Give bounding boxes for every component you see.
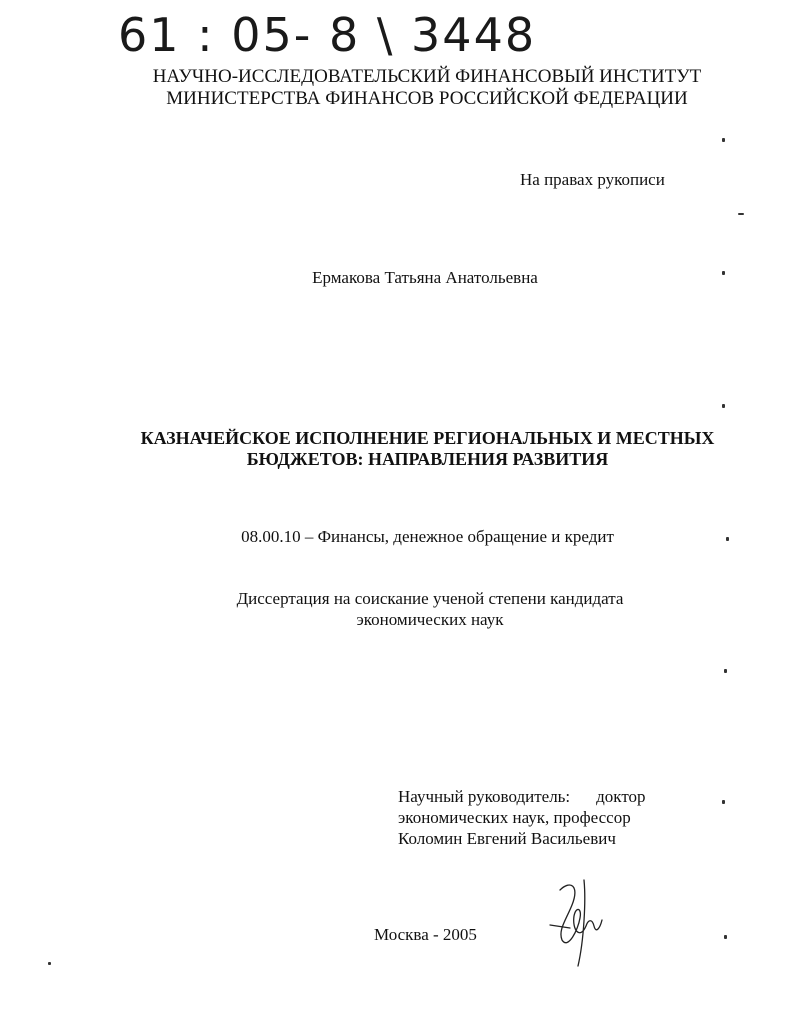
scan-speck [48,962,51,965]
scan-speck [724,669,727,673]
author-name: Ермакова Татьяна Анатольевна [312,268,538,287]
supervisor-label: Научный руководитель: [398,787,571,806]
institution-line-1: НАУЧНО-ИССЛЕДОВАТЕЛЬСКИЙ ФИНАНСОВЫЙ ИНСТИТУТ [152,66,702,87]
supervisor-title-part2: экономических наук, профессор [398,808,631,827]
city-year: Москва - 2005 [374,925,477,944]
degree-line-1: Диссертация на соискание ученой степени кандидата [236,589,624,608]
title-line-2: БЮДЖЕТОВ: НАПРАВЛЕНИЯ РАЗВИТИЯ [246,449,609,469]
handwritten-catalog-number: 61 : 05- 8 \ 3448 [118,8,537,62]
signature-icon [540,870,620,970]
scan-speck [726,537,729,541]
manuscript-note: На правах рукописи [520,170,665,189]
supervisor-title-part1: доктор [596,787,646,806]
supervisor-block [398,786,646,849]
degree-line-2: экономических наук [356,610,504,629]
scan-speck [722,404,725,408]
scan-speck [724,935,727,939]
degree-statement [0,588,794,630]
specialty-code: 08.00.10 – Финансы, денежное обращение и кредит [241,527,614,546]
scan-speck [722,271,725,275]
scan-speck [722,138,725,142]
scan-speck [738,213,744,215]
scan-speck [722,800,725,804]
institution-line-2: МИНИСТЕРСТВА ФИНАНСОВ РОССИЙСКОЙ ФЕДЕРАЦИИ [166,88,688,109]
title-line-1: КАЗНАЧЕЙСКОЕ ИСПОЛНЕНИЕ РЕГИОНАЛЬНЫХ И МЕСТНЫХ [140,428,715,448]
supervisor-name: Коломин Евгений Васильевич [398,829,616,848]
dissertation-title [60,428,794,470]
